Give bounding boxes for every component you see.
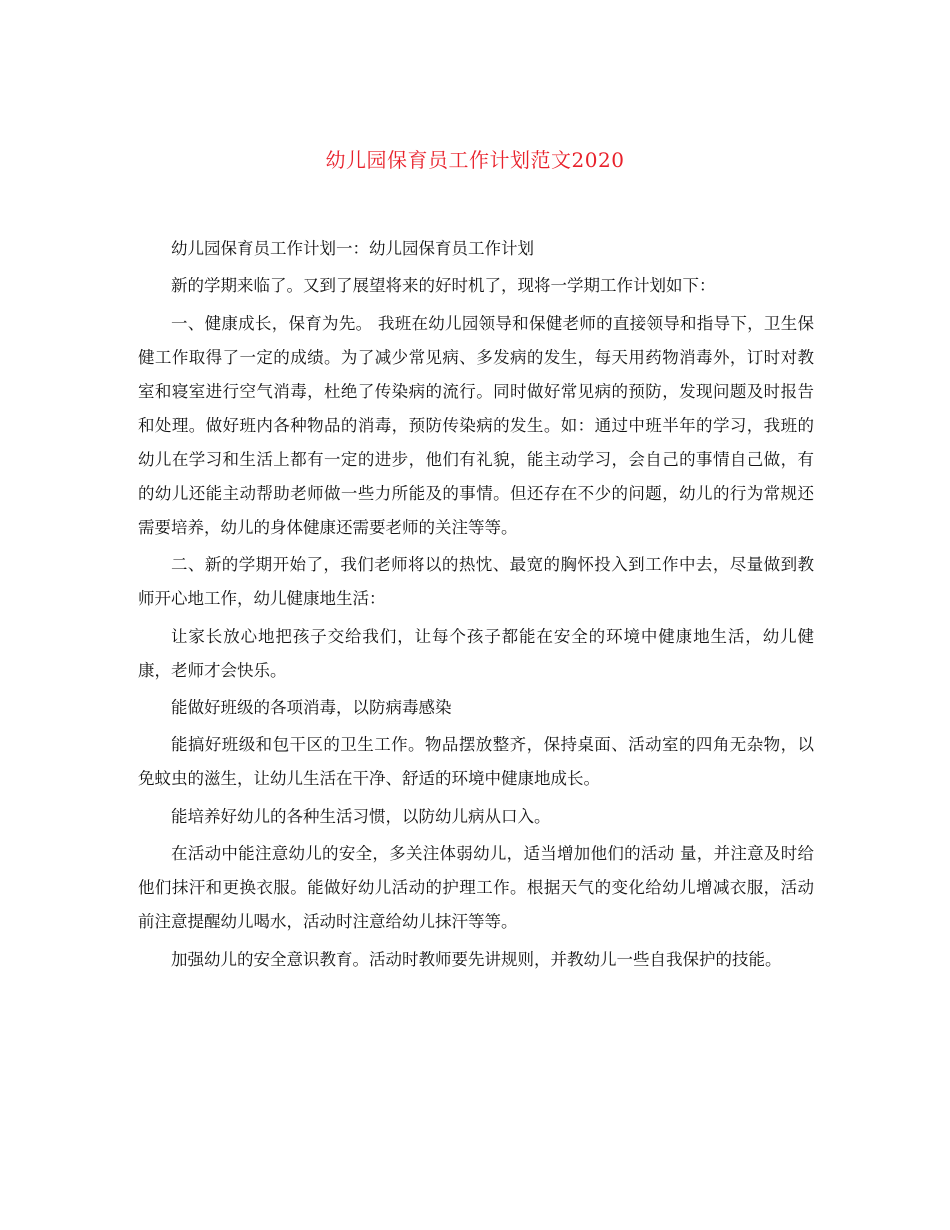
paragraph-7: 能搞好班级和包干区的卫生工作。物品摆放整齐，保持桌面、活动室的四角无杂物，以免蚊虫的滋生，让幼儿生活在干净、舒适的环境中健康地成长。 — [138, 735, 814, 789]
paragraph-6: 能做好班级的各项消毒，以防病毒感染 — [171, 697, 452, 717]
paragraph-9: 在活动中能注意幼儿的安全，多关注体弱幼儿，适当增加他们的活动 量，并注意及时给他们抹汗和更换衣服。能做好幼儿活动的护理工作。根据天气的变化给幼儿增减衣服，活动前注意提醒幼儿喝水，活动时注意给幼儿抹汗等等。 — [138, 844, 814, 932]
paragraph-3: 一、健康成长，保育为先。 我班在幼儿园领导和保健老师的直接领导和指导下，卫生保健工作取得了一定的成绩。为了减少常见病、多发病的发生，每天用药物消毒外，订时对教室和寝室进行空气消毒，杜绝了传染病的流行。同时做好常见病的预防，发现问题及时报告和处理。做好班内各种物品的消毒，预防传染病的发生。如：通过中班半年的学习，我班的幼儿在学习和生活上都有一定的进步，他们有礼貌，能主动学习，会自己的事情自己做，有的幼儿还能主动帮助老师做一些力所能及的事情。但还存在不少的问题，幼儿的行为常规还需要培养，幼儿的身体健康还需要老师的关注等等。 — [138, 313, 814, 537]
document-title: 幼儿园保育员工作计划范文2020 — [325, 148, 625, 172]
paragraph-5: 让家长放心地把孩子交给我们，让每个孩子都能在安全的环境中健康地生活，幼儿健康，老师才会快乐。 — [138, 626, 814, 680]
paragraph-4: 二、新的学期开始了，我们老师将以的热忱、最宽的胸怀投入到工作中去，尽量做到教师开心地工作，幼儿健康地生活： — [138, 555, 814, 609]
document-body — [138, 232, 814, 980]
paragraph-1: 幼儿园保育员工作计划一：幼儿园保育员工作计划 — [171, 239, 534, 258]
paragraph-2: 新的学期来临了。又到了展望将来的好时机了，现将一学期工作计划如下： — [171, 276, 716, 296]
paragraph-10: 加强幼儿的安全意识教育。活动时教师要先讲规则，并教幼儿一些自我保护的技能。 — [171, 949, 782, 969]
paragraph-8: 能培养好幼儿的各种生活习惯，以防幼儿病从口入。 — [171, 806, 551, 826]
